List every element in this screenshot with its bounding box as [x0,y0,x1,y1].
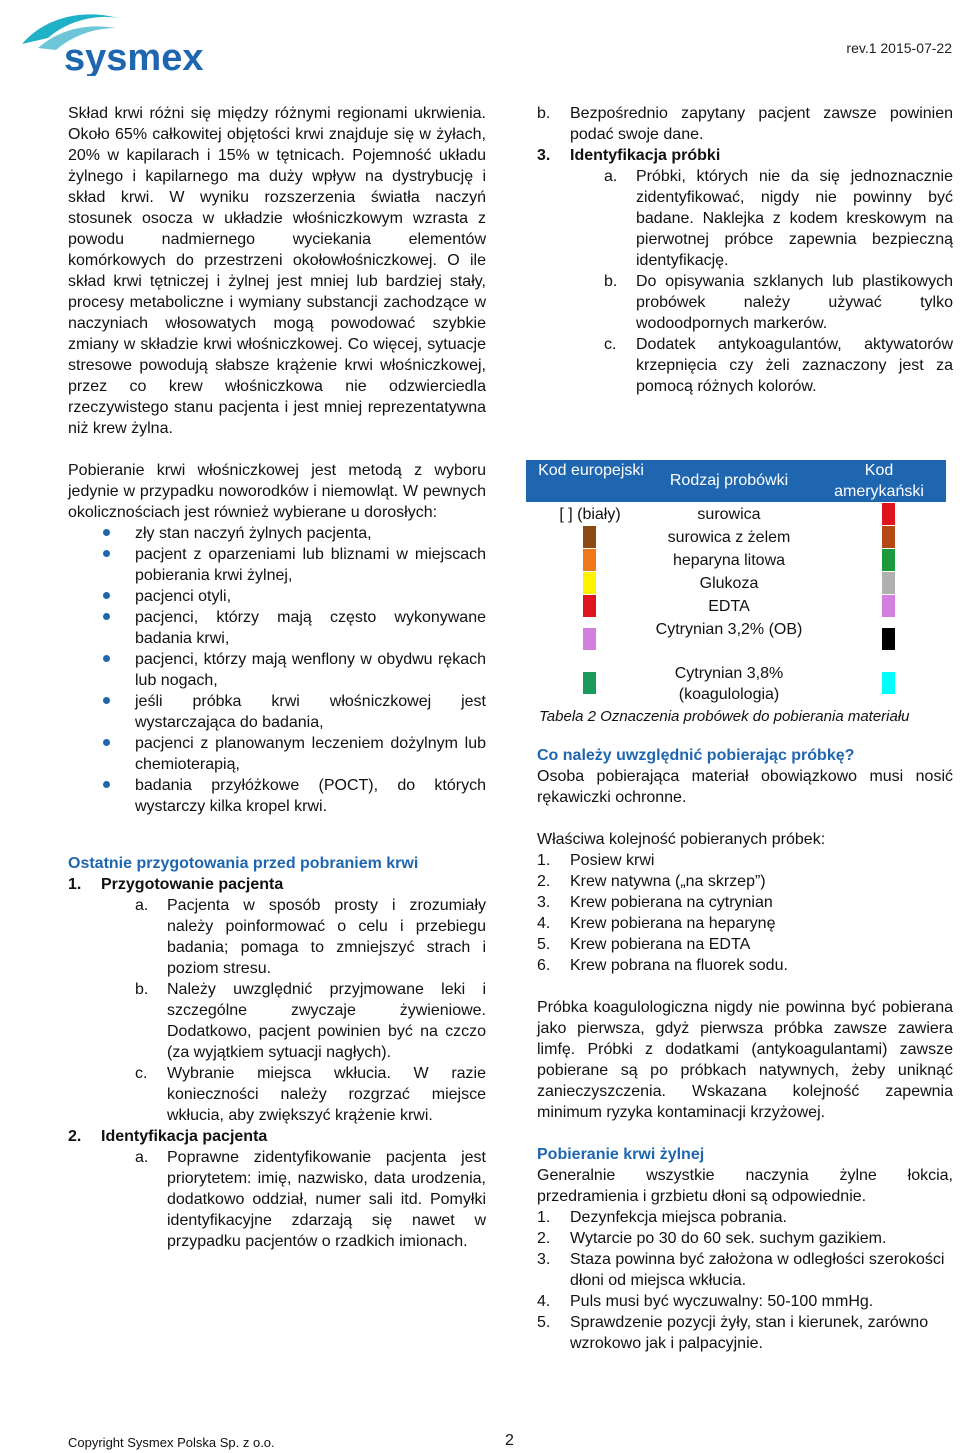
tube-type-cell: surowica z żelem [667,529,791,546]
table-row [526,662,946,704]
section-heading [68,1126,486,1147]
logo-wordmark: sysmex [64,37,204,76]
us-color-swatch [882,672,895,694]
list-item: pacjenci otyli, [68,586,486,607]
tube-type-cell: heparyna litowa [672,552,786,569]
table-caption: Tabela 2 Oznaczenia probówek do pobierania materiału [539,708,910,725]
right-column [537,103,953,397]
section-number: 1. [68,876,82,893]
list-item: 5. Krew pobierana na EDTA [537,936,751,953]
revision-label: rev.1 2015-07-22 [846,40,952,56]
capillary-paragraph: Pobieranie krwi włośniczkowej jest metodą z wyboru jedynie w przypadku noworodków i niemowląt. W pewnych okolicznościach jest również wybierane u dorosłych: [68,462,486,521]
column-header-us: Kod amerykański [834,462,924,500]
right-column-lower [537,745,953,1354]
us-color-swatch [882,549,895,571]
list-item: pacjent z oparzeniami lub bliznami w miejscach pobierania krwi żylnej, [68,544,486,586]
us-color-swatch [882,595,895,617]
eu-color-swatch [583,628,596,650]
table-row [526,549,946,571]
list-item: 6. Krew pobrana na fluorek sodu. [537,957,788,974]
coagulation-paragraph: Próbka koagulologiczna nigdy nie powinna być pobierana jako pierwsza, gdyż pierwsza próbka zawsze zawiera limfę. Próbki z dodatkami (antykoagulantami) zawsze pobierane są po próbkach natywnych, żeby uniknąć zanieczyszczenia. Wskazana kolejność zapewnia minimum ryzyka kontaminacji krzyżowej. [537,999,953,1121]
list-item: a. Próbki, których nie da się jednoznacznie zidentyfikować, nigdy nie powinny być badane. Naklejka z kodem kreskowym na pierwotnej próbce zapewnia bezpieczną identyfikację. [604,168,953,269]
table-row [526,503,946,525]
list-item: b. Bezpośrednio zapytany pacjent zawsze powinien podać swoje dane. [537,105,953,143]
question-heading: Co należy uwzględnić pobierając próbkę? [537,747,855,764]
order-intro: Właściwa kolejność pobieranych próbek: [537,831,826,848]
eu-color-swatch [583,572,596,594]
table-header [526,460,946,502]
list-item: 5. Sprawdzenie pozycji żyły, stan i kierunek, zarówno wzrokowo jak i palpacyjnie. [537,1314,929,1352]
eu-color-swatch [583,549,596,571]
list-item: c. Wybranie miejsca wkłucia. W razie konieczności należy rozgrzać miejsce wkłucia, aby zwiększyć krążenie krwi. [135,1065,486,1124]
column-header-eu: Kod europejski [538,462,644,479]
logo-swoosh-icon [8,4,228,76]
table-row [526,572,946,594]
column-header-type: Rodzaj probówki [669,472,789,489]
list-item: 4. Krew pobierana na heparynę [537,915,776,932]
list-item: a. Poprawne zidentyfikowanie pacjenta jest priorytetem: imię, nazwisko, data urodzenia, dodatkowo oddział, numer sali itd. Pomyłki identyfikacyjne zdarzają się nawet w przypadku pacjentów o rzadkich imionach. [135,1149,486,1250]
section-title: Przygotowanie pacjenta [101,876,284,893]
section-title: Identyfikacja próbki [570,147,721,164]
list-item: 2. Krew natywna („na skrzep”) [537,873,766,890]
list-item: pacjenci z planowanym leczeniem dożylnym lub chemioterapią, [68,733,486,775]
gloves-paragraph: Osoba pobierająca materiał obowiązkowo musi nosić rękawiczki ochronne. [537,768,953,806]
eu-code-cell: [ ] (biały) [559,506,621,523]
list-item: 1. Posiew krwi [537,852,655,869]
table-row [526,618,946,660]
prep-heading: Ostatnie przygotowania przed pobraniem krwi [68,855,419,872]
list-item: a. Pacjenta w sposób prosty i zrozumiały należy poinformować o celu i przebiegu badania; pomaga to zmniejszyć strach i poziom stresu. [135,897,486,977]
list-item: 4. Puls musi być wyczuwalny: 50-100 mmHg. [537,1293,874,1310]
list-item: c. Dodatek antykoagulantów, aktywatorów krzepnięcia czy żeli zaznaczony jest za pomocą różnych kolorów. [604,336,953,395]
list-item: jeśli próbka krwi włośniczkowej jest wystarczająca do badania, [68,691,486,733]
section-heading [68,874,486,895]
section-number: 3. [537,147,551,164]
tube-type-cell: Cytrynian 3,2% (OB) [655,621,803,638]
section-title: Identyfikacja pacjenta [101,1128,268,1145]
eu-color-swatch [583,595,596,617]
us-color-swatch [882,503,895,525]
list-item: pacjenci, którzy mają często wykonywane badania krwi, [68,607,486,649]
tube-type-cell: EDTA [708,598,750,615]
venous-paragraph: Generalnie wszystkie naczynia żylne łokcia, przedramienia i grzbietu dłoni są odpowiednie. [537,1167,953,1205]
page-number: 2 [505,1432,514,1449]
list-item: 3. Staza powinna być założona w odległości szerokości dłoni od miejsca wkłucia. [537,1251,945,1289]
table-row [526,595,946,617]
list-item: 1. Dezynfekcja miejsca pobrania. [537,1209,787,1226]
list-item: 2. Wytarcie po 30 do 60 sek. suchym gazikiem. [537,1230,887,1247]
capillary-bullet-list [68,523,486,817]
intro-paragraph: Skład krwi różni się między różnymi regionami ukrwienia. Około 65% całkowitej objętości krwi znajduje się w żyłach, 20% w kapilarach i 15% w tętnicach. Pojemność układu żylnego i kapilarnego ma duży wpływ na dystrybucję i skład krwi. W wyniku rozszerzenia światła naczyń stosunek osocza w układzie włośniczkowym wzrasta z powodu nadmiernego wyciekania elementów komórkowych do przestrzeni okołowłośniczkowej. O ile skład krwi tętniczej i żylnej jest mniej lub bardziej stały, procesy metaboliczne i wymiany substancji zachodzące w naczyniach włosowatych mogą powodować szybkie zmiany w składzie krwi włośniczkowej. Co więcej, sytuacje stresowe powodują słabsze krążenie krwi włośniczkowej, przez co krew włośniczkowa nie odzwierciedla rzeczywistego stanu pacjenta i jest mniej reprezentatywna niż krew żylna. [68,105,486,437]
venous-heading: Pobieranie krwi żylnej [537,1146,705,1163]
us-color-swatch [882,526,895,548]
us-color-swatch [882,628,895,650]
list-item: zły stan naczyń żylnych pacjenta, [68,523,486,544]
sysmex-logo [8,4,228,76]
list-item: pacjenci, którzy mają wenflony w obydwu rękach lub nogach, [68,649,486,691]
tube-type-cell: Glukoza [699,575,759,592]
us-color-swatch [882,572,895,594]
tube-type-cell: Cytrynian 3,8% (koagulologia) [674,665,784,703]
list-item: b. Należy uwzględnić przyjmowane leki i szczególne zwyczaje żywieniowe. Dodatkowo, pacjent powinien być na czczo (za wyjątkiem sytuacji nagłych). [135,981,486,1061]
list-item: b. Do opisywania szklanych lub plastikowych probówek należy używać tylko wodoodpornych markerów. [604,273,953,332]
tube-type-cell: surowica [697,506,761,523]
left-column [68,103,486,1252]
table-row [526,526,946,548]
list-item: badania przyłóżkowe (POCT), do których wystarczy kilka kropel krwi. [68,775,486,817]
copyright-footer: Copyright Sysmex Polska Sp. z o.o. [68,1435,275,1450]
eu-color-swatch [583,672,596,694]
list-item: 3. Krew pobierana na cytrynian [537,894,773,911]
eu-color-swatch [583,526,596,548]
section-number: 2. [68,1128,82,1145]
section-heading [537,145,953,166]
